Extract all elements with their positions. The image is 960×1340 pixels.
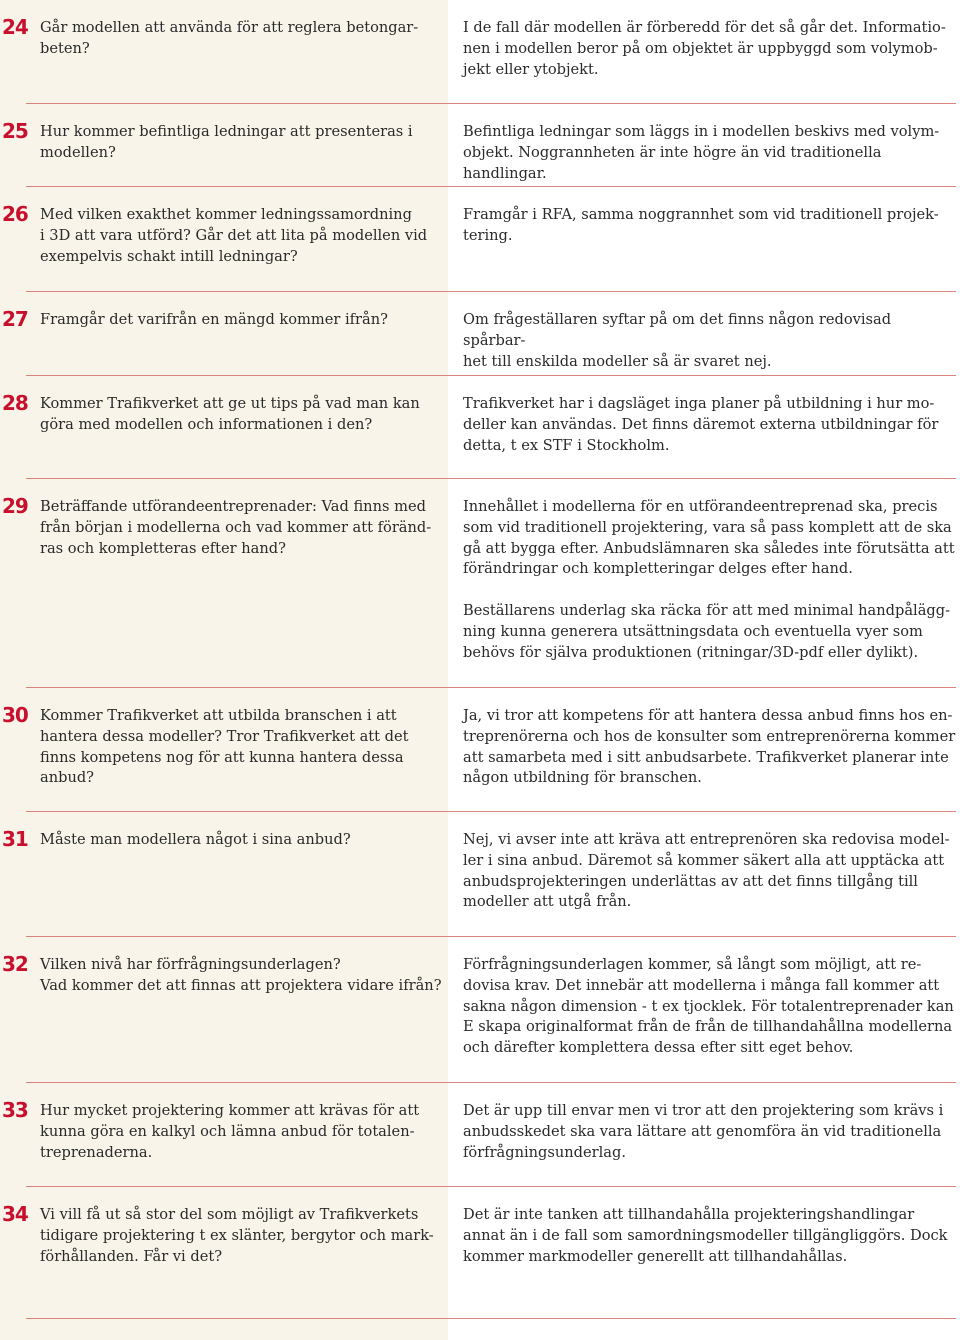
answer-text xyxy=(463,1101,957,1163)
answer-text xyxy=(463,497,957,663)
row-divider xyxy=(26,478,956,479)
answer-paragraph: Befintliga ledningar som läggs in i modellen beskivs med volym- objekt. Noggrannheten är inte högre än vid traditionella handlingar. xyxy=(463,123,940,182)
row-divider xyxy=(26,687,956,688)
answer-text xyxy=(463,1205,957,1267)
answer-paragraph: Förfrågningsunderlagen kommer, så långt som möjligt, att re- dovisa krav. Det innebär att modellerna i många fall kommer att sakna någon dimension - t ex tjocklek. För totalentreprenader kan E skapa originalformat från de från de tillhandahållna modellerna och därefter komplettera dessa efter sitt eget behov. xyxy=(463,956,954,1057)
question-text: Kommer Trafikverket att utbilda branschen i att hantera dessa modeller? Tror Trafikverket att det finns kompetens nog för att kunna hantera dessa anbud? xyxy=(40,707,409,787)
answer-paragraph: Om frågeställaren syftar på om det finns någon redovisad spårbar- het till enskilda modeller så är svaret nej. xyxy=(463,311,892,370)
question-number: 27 xyxy=(2,307,28,331)
row-divider xyxy=(26,811,956,812)
question-text: Vilken nivå har förfrågningsunderlagen? Vad kommer det att finnas att projektera vidare ifrån? xyxy=(40,956,442,994)
row-divider xyxy=(26,1082,956,1083)
question-number: 33 xyxy=(2,1098,28,1122)
answer-text xyxy=(463,122,957,184)
answer-paragraph: Ja, vi tror att kompetens för att hantera dessa anbud finns hos en- treprenörerna och hos de konsulter som entreprenörerna kommer att samarbeta med i sitt anbudsarbete. Trafikverket planerar inte någon utbildning för branschen. xyxy=(463,707,956,787)
question-number: 26 xyxy=(2,202,28,226)
question-number: 34 xyxy=(2,1202,28,1226)
answer-paragraph: Innehållet i modellerna för en utförandeentreprenad ska, precis som vid traditionell projektering, vara så pass komplett att de ska gå att bygga efter. Anbudslämnaren ska således inte förutsätta att förändringar och kompletteringar delges efter hand. xyxy=(463,498,955,578)
row-divider xyxy=(26,375,956,376)
row-divider xyxy=(26,291,956,292)
row-divider xyxy=(26,186,956,187)
question-number: 29 xyxy=(2,494,28,518)
question-text: Hur kommer befintliga ledningar att presenteras i modellen? xyxy=(40,123,413,161)
row-divider xyxy=(26,1318,956,1319)
answer-paragraph: Det är inte tanken att tillhandahålla projekteringshandlingar annat än i de fall som samordningsmodeller tillgängliggörs. Dock kommer markmodeller generellt att tillhandahållas. xyxy=(463,1206,948,1265)
answer-paragraph: Det är upp till envar men vi tror att den projektering som krävs i anbudsskedet ska vara lättare att genomföra än vid traditionella förfrågningsunderlag. xyxy=(463,1102,944,1161)
answer-text xyxy=(463,18,957,80)
answer-text xyxy=(463,394,957,456)
question-text: Vi vill få ut så stor del som möjligt av Trafikverkets tidigare projektering t ex slänter, bergytor och mark- förhållanden. Får vi det? xyxy=(40,1206,434,1265)
question-number: 24 xyxy=(2,15,28,39)
question-number: 32 xyxy=(2,952,28,976)
row-divider xyxy=(26,1186,956,1187)
question-text: Måste man modellera något i sina anbud? xyxy=(40,831,351,848)
question-text: Kommer Trafikverket att ge ut tips på vad man kan göra med modellen och informationen i den? xyxy=(40,395,420,433)
answer-text xyxy=(463,205,957,247)
question-text: Beträffande utförandeentreprenader: Vad finns med från början i modellerna och vad kommer att föränd- ras och kompletteras efter hand? xyxy=(40,498,432,557)
question-text: Hur mycket projektering kommer att krävas för att kunna göra en kalkyl och lämna anbud för totalen- treprenaderna. xyxy=(40,1102,420,1161)
answer-text xyxy=(463,310,957,372)
answer-paragraph: Trafikverket har i dagsläget inga planer på utbildning i hur mo- deller kan användas. Det finns däremot externa utbildningar för detta, t ex STF i Stockholm. xyxy=(463,395,939,454)
answer-paragraph: Framgår i RFA, samma noggrannhet som vid traditionell projek- tering. xyxy=(463,206,939,244)
question-text: Går modellen att använda för att reglera betongar- beten? xyxy=(40,19,419,57)
answer-paragraph: I de fall där modellen är förberedd för det så går det. Informatio- nen i modellen beror på om objektet är uppbyggd som volymob- jekt eller ytobjekt. xyxy=(463,19,946,78)
answer-text xyxy=(463,830,957,913)
question-number: 31 xyxy=(2,827,28,851)
question-number: 28 xyxy=(2,391,28,415)
row-divider xyxy=(26,936,956,937)
answer-text xyxy=(463,955,957,1059)
question-number: 25 xyxy=(2,119,28,143)
question-text: Med vilken exakthet kommer ledningssamordning i 3D att vara utförd? Går det att lita på modellen vid exempelvis schakt intill ledningar? xyxy=(40,206,428,265)
answer-paragraph: Nej, vi avser inte att kräva att entreprenören ska redovisa model- ler i sina anbud. Däremot så kommer säkert alla att upptäcka att anbudsprojekteringen underlättas av att det finns tillgång till modeller att utgå från. xyxy=(463,831,950,911)
answer-text xyxy=(463,706,957,789)
answer-paragraph: Beställarens underlag ska räcka för att med minimal handpålägg- ning kunna generera utsättningsdata och eventuella vyer som behövs för själva produktionen (ritningar/3D-pdf eller dylikt). xyxy=(463,601,951,661)
question-text: Framgår det varifrån en mängd kommer ifrån? xyxy=(40,311,388,328)
row-divider xyxy=(26,103,956,104)
question-number: 30 xyxy=(2,703,28,727)
